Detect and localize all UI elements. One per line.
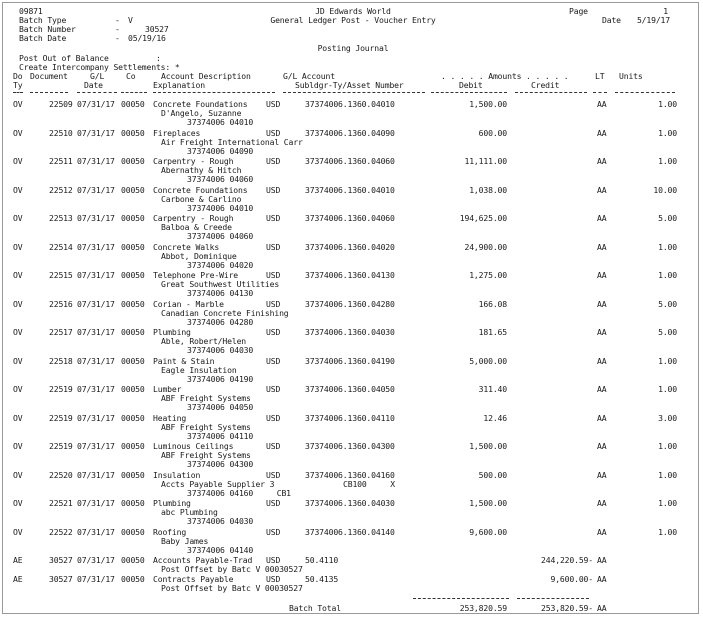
batch-total-label: Batch Total <box>289 603 341 613</box>
underline-account <box>283 92 425 93</box>
row-asset-number: 37374006 04060 <box>187 174 254 184</box>
row-document: 22511 <box>49 156 73 166</box>
row-company: 00050 <box>121 384 145 394</box>
row-gl-account: 37374006.1360.04010 <box>305 184 395 195</box>
row-asset-number: 37374006 04130 <box>187 288 254 298</box>
row-gl-date: 07/31/17 <box>77 355 115 366</box>
row-account-description: Fireplaces <box>153 127 201 138</box>
row-asset-number: 37374006 04010 <box>187 202 254 213</box>
row-currency: USD <box>266 298 281 309</box>
row-doc-type: OV <box>13 355 23 366</box>
underline-co <box>121 92 147 93</box>
row-explanation: Baby James <box>161 535 209 546</box>
row-document: 22514 <box>49 241 73 252</box>
page-label: Page <box>569 6 588 16</box>
report-date: 5/19/17 <box>636 15 670 25</box>
row-explanation: Abernathy & Hitch <box>161 165 242 175</box>
underline-date <box>77 92 117 93</box>
row-gl-date: 07/31/17 <box>77 127 115 138</box>
row-ledger-type: AA <box>597 184 607 195</box>
row-doc-type: OV <box>13 99 23 109</box>
underline-lt <box>593 92 607 93</box>
row-currency: USD <box>266 384 281 394</box>
row-doc-type: OV <box>13 270 23 280</box>
row-asset-number: 37374006 04160 CB1 <box>187 487 291 498</box>
row-company: 00050 <box>121 412 145 423</box>
row-account-description: Carpentry - Rough <box>153 156 234 166</box>
row-currency: USD <box>266 127 281 138</box>
col-do: Do <box>13 71 23 81</box>
program-id: 09871 <box>19 6 43 16</box>
row-debit: 9,600.00 <box>469 526 507 537</box>
row-gl-account: 37374006.1360.04010 <box>305 99 395 109</box>
row-company: 00050 <box>121 355 145 366</box>
row-ledger-type: AA <box>597 441 607 451</box>
row-currency: USD <box>266 441 281 451</box>
row-gl-account: 37374006.1360.04140 <box>305 526 395 537</box>
row-units: 5.00 <box>658 327 677 337</box>
report-title: General Ledger Post - Voucher Entry <box>270 15 436 25</box>
row-asset-number: 37374006 04010 <box>187 117 254 127</box>
row-gl-account: 37374006.1360.04020 <box>305 241 395 252</box>
row-asset-number: 37374006 04050 <box>187 402 254 412</box>
row-document: 22519 <box>49 384 73 394</box>
col-gl-date: Date <box>84 80 103 90</box>
row-ledger-type: AA <box>597 555 607 565</box>
row-explanation: D'Angelo, Suzanne <box>161 108 242 118</box>
row-currency: USD <box>266 469 281 480</box>
total-underline-credit <box>517 598 589 599</box>
row-company: 00050 <box>121 156 145 166</box>
row-account-description: Luminous Ceilings <box>153 441 234 451</box>
row-document: 22517 <box>49 327 73 337</box>
row-gl-date: 07/31/17 <box>77 412 115 423</box>
row-doc-type: OV <box>13 156 23 166</box>
row-explanation: Carbone & Carlino <box>161 193 242 204</box>
row-explanation: Accts Payable Supplier 3 <box>161 478 275 489</box>
row-doc-type: OV <box>13 127 23 138</box>
row-explanation: Post Offset by Batc V 00030527 <box>161 564 303 574</box>
row-gl-date: 07/31/17 <box>77 298 115 309</box>
row-gl-date: 07/31/17 <box>77 441 115 451</box>
row-gl-account: 37374006.1360.04060 <box>305 213 395 223</box>
row-account-description: Lumber <box>153 384 182 394</box>
row-gl-account: 50.4135 <box>305 573 339 584</box>
row-units: 1.00 <box>658 355 677 366</box>
row-asset-number: 37374006 04060 <box>187 231 254 241</box>
row-units: 1.00 <box>658 156 677 166</box>
row-asset-number: 37374006 04020 <box>187 259 254 270</box>
row-gl-account: 37374006.1360.04160 <box>305 469 395 480</box>
row-units: 5.00 <box>658 213 677 223</box>
row-units: 1.00 <box>658 526 677 537</box>
row-document: 22512 <box>49 184 73 195</box>
col-lt: LT <box>595 71 605 81</box>
row-company: 00050 <box>121 127 145 138</box>
row-currency: USD <box>266 355 281 366</box>
row-document: 22515 <box>49 270 73 280</box>
row-gl-account: 37374006.1360.04190 <box>305 355 395 366</box>
row-explanation: Able, Robert/Helen <box>161 336 247 346</box>
row-ledger-type: AA <box>597 156 607 166</box>
col-ty: Ty <box>13 80 23 90</box>
row-doc-type: OV <box>13 213 23 223</box>
row-company: 00050 <box>121 213 145 223</box>
col-explanation: Explanation <box>153 80 205 90</box>
row-gl-account: 37374006.1360.04050 <box>305 384 395 394</box>
row-document: 22519 <box>49 441 73 451</box>
row-account-description: Roofing <box>153 526 187 537</box>
row-explanation: ABF Freight Systems <box>161 393 251 403</box>
row-asset-number: 37374006 04280 <box>187 316 254 327</box>
row-explanation: abc Plumbing <box>161 507 218 517</box>
row-doc-type: OV <box>13 526 23 537</box>
row-explanation: Post Offset by Batc V 00030527 <box>161 582 303 593</box>
row-units: 10.00 <box>653 184 677 195</box>
row-units: 1.00 <box>658 241 677 252</box>
row-document: 30527 <box>49 573 73 584</box>
row-explanation: ABF Freight Systems <box>161 450 251 460</box>
row-doc-type: OV <box>13 327 23 337</box>
row-company: 00050 <box>121 298 145 309</box>
row-units: 1.00 <box>658 441 677 451</box>
row-doc-type: OV <box>13 498 23 508</box>
journal-subtitle: Posting Journal <box>317 43 389 53</box>
row-account-description: Corian - Marble <box>153 298 224 309</box>
batch-type-value: V <box>128 15 133 25</box>
row-gl-date: 07/31/17 <box>77 99 115 109</box>
posting-journal-report: 09871 JD Edwards World Page 1 Batch Type - V General Ledger Post - Voucher Entry Date 5/19/17 Batch Number - 30527 Batch Date - 05/19/16 Posting Journal Post Out of Balance : Create Intercompany Settlements: * Do Document G/L Co Account Description G/L Account . . . . . Amounts . . . . . LT Units Ty Date Explanation Subldgr-Ty/Asset Number Debit Credit OV 22509 07/31/17 00050 Concrete Foundations USD 37374006.1360.04010 1,500.00 AA 1.00 D'Angelo, Suzanne 37374006 04010 OV 22510 07/31/17 00050 Fireplaces USD 37374006.1360.04090 600.00 AA 1.00 Air Freight International Carr 37374006 04090 OV 22511 07/31/17 00050 Carpentry - Rough USD 37374006.1360.04060 11,111.00 AA 1.00 Abernathy & Hitch 37374006 04060 OV 22512 07/31/17 00050 Concrete Foundations USD 37374006.1360.04010 1,038.00 AA 10.00 Carbone & Carlino 37374006 04010 OV 22513 07/31/17 00050 Carpentry - Rough USD 37374006.1360.04060 194,625.00 AA 5.00 Balboa & Creede 37374006 04060 OV 22514 07/31/17 00050 Concrete Walks USD 37374006.1360.04020 24,900.00 AA 1.00 Abbot, Dominique 37374006 04020 OV 22515 07/31/17 00050 Telephone Pre-Wire USD 37374006.1360.04130 1,275.00 AA 1.00 Great Southwest Utilities 37374006 04130 OV 22516 07/31/17 00050 Corian - Marble USD 37374006.1360.04280 166.08 AA 5.00 Canadian Concrete Finishing 37374006 04280 OV 22517 07/31/17 00050 Plumbing USD 37374006.1360.04030 181.65 AA 5.00 Able, Robert/Helen 37374006 04030 OV 22518 07/31/17 00050 Paint & Stain USD 37374006.1360.04190 5,000.00 AA 1.00 Eagle Insulation 37374006 04190 OV 22519 07/31/17 00050 Lumber USD 37374006.1360.04050 311.40 AA 1.00 ABF Freight Systems 37374006 04050 OV 22519 07/31/17 00050 Heating USD 37374006.1360.04110 12.46 AA 3.00 ABF Freight Systems 37374006 04110 OV 22519 07/31/17 00050 Luminous Ceilings USD 37374006.1360.04300 1,500.00 AA 1.00 ABF Freight Systems 37374006 04300 OV 22520 07/31/17 00050 Insulation USD 37374006.1360.04160 500.00 AA 1.00 Accts Payable Supplier 3 CB100 X 37374006 04160 CB1 OV 22521 07/31/17 00050 Plumbing USD 37374006.1360.04030 1,500.00 AA 1.00 abc Plumbing 37374006 04030 OV 22522 07/31/17 00050 Roofing USD 37374006.1360.04140 9,600.00 AA 1.00 Baby James 37374006 04140 AE 30527 07/31/17 00050 Accounts Payable-Trad USD 50.4110 244,220.59- AA Post Offset by Batc V 00030527 AE 30527 07/31/17 00050 Contracts Payable USD 50.4135 9,600.00- AA Post Offset by Batc V 00030527 Batch Total 253,820.59 253,820.59- AA <box>2 2 699 614</box>
row-account-description: Accounts Payable-Trad <box>153 555 253 565</box>
row-ledger-type: AA <box>597 241 607 252</box>
row-gl-account: 37374006.1360.04300 <box>305 441 395 451</box>
row-gl-account: 37374006.1360.04030 <box>305 327 395 337</box>
row-asset-number: 37374006 04030 <box>187 345 254 355</box>
row-company: 00050 <box>121 270 145 280</box>
row-document: 22509 <box>49 99 73 109</box>
row-debit: 194,625.00 <box>459 213 507 223</box>
row-company: 00050 <box>121 498 145 508</box>
row-gl-account: 50.4110 <box>305 555 339 565</box>
row-currency: USD <box>266 498 281 508</box>
row-units: 1.00 <box>658 384 677 394</box>
row-currency: USD <box>266 156 281 166</box>
col-amounts: . . . . . Amounts . . . . . <box>441 71 569 81</box>
row-gl-account: 37374006.1360.04090 <box>305 127 395 138</box>
row-currency: USD <box>266 241 281 252</box>
batch-type-label: Batch Type <box>19 15 67 25</box>
row-gl-date: 07/31/17 <box>77 327 115 337</box>
row-gl-date: 07/31/17 <box>77 241 115 252</box>
row-currency: USD <box>266 99 281 109</box>
row-ledger-type: AA <box>597 412 607 423</box>
row-doc-type: OV <box>13 412 23 423</box>
row-company: 00050 <box>121 441 145 451</box>
row-company: 00050 <box>121 573 145 584</box>
row-ledger-type: AA <box>597 384 607 394</box>
row-company: 00050 <box>121 184 145 195</box>
row-debit: 1,500.00 <box>469 498 507 508</box>
row-account-description: Carpentry - Rough <box>153 213 234 223</box>
row-currency: USD <box>266 184 281 195</box>
col-debit: Debit <box>459 80 483 90</box>
row-gl-account: 37374006.1360.04030 <box>305 498 395 508</box>
batch-date-label: Batch Date <box>19 33 67 43</box>
col-gl: G/L <box>90 71 105 81</box>
row-company: 00050 <box>121 99 145 109</box>
row-debit: 12.46 <box>483 412 507 423</box>
post-out-of-balance: Post Out of Balance : <box>19 53 161 63</box>
col-credit: Credit <box>531 80 560 90</box>
row-units: 1.00 <box>658 270 677 280</box>
row-debit: 5,000.00 <box>469 355 507 366</box>
row-document: 22516 <box>49 298 73 309</box>
row-company: 00050 <box>121 241 145 252</box>
row-explanation: Balboa & Creede <box>161 222 232 232</box>
row-account-description: Heating <box>153 412 187 423</box>
row-debit: 1,500.00 <box>469 99 507 109</box>
row-explanation: Abbot, Dominique <box>161 250 237 261</box>
row-currency: USD <box>266 213 281 223</box>
row-account-description: Telephone Pre-Wire <box>153 270 239 280</box>
row-explanation: Canadian Concrete Finishing <box>161 307 289 318</box>
company-name: JD Edwards World <box>315 6 391 16</box>
underline-ty <box>13 92 23 93</box>
row-asset-number: 37374006 04030 <box>187 516 254 526</box>
row-account-description: Concrete Walks <box>153 241 220 252</box>
row-account-description: Plumbing <box>153 327 191 337</box>
row-document: 22519 <box>49 412 73 423</box>
row-currency: USD <box>266 526 281 537</box>
row-document: 22513 <box>49 213 73 223</box>
row-subledger: CB100 X <box>343 478 395 489</box>
row-doc-type: OV <box>13 298 23 309</box>
row-ledger-type: AA <box>597 298 607 309</box>
row-company: 00050 <box>121 526 145 537</box>
total-underline-debit <box>413 598 509 599</box>
row-company: 00050 <box>121 469 145 480</box>
row-ledger-type: AA <box>597 498 607 508</box>
row-doc-type: OV <box>13 469 23 480</box>
row-currency: USD <box>266 412 281 423</box>
row-debit: 166.08 <box>478 298 507 309</box>
row-ledger-type: AA <box>597 355 607 366</box>
row-explanation: Air Freight International Carr <box>161 136 303 147</box>
underline-units <box>615 92 675 93</box>
row-gl-date: 07/31/17 <box>77 156 115 166</box>
row-gl-account: 37374006.1360.04110 <box>305 412 395 423</box>
row-account-description: Plumbing <box>153 498 191 508</box>
row-ledger-type: AA <box>597 573 607 584</box>
row-currency: USD <box>266 327 281 337</box>
row-document: 22520 <box>49 469 73 480</box>
row-gl-date: 07/31/17 <box>77 526 115 537</box>
row-account-description: Insulation <box>153 469 201 480</box>
row-ledger-type: AA <box>597 469 607 480</box>
batch-date-value: 05/19/16 <box>128 33 166 43</box>
row-currency: USD <box>266 555 281 565</box>
batch-number-value: 30527 <box>145 24 169 34</box>
row-currency: USD <box>266 270 281 280</box>
row-credit: 9,600.00- <box>550 573 593 584</box>
underline-description <box>153 92 275 93</box>
underline-document <box>30 92 68 93</box>
row-company: 00050 <box>121 327 145 337</box>
row-company: 00050 <box>121 555 145 565</box>
row-gl-account: 37374006.1360.04130 <box>305 270 395 280</box>
row-ledger-type: AA <box>597 213 607 223</box>
page-number: 1 <box>663 6 668 16</box>
batch-total-credit: 253,820.59- <box>541 603 593 613</box>
row-document: 22518 <box>49 355 73 366</box>
row-gl-date: 07/31/17 <box>77 498 115 508</box>
row-gl-account: 37374006.1360.04060 <box>305 156 395 166</box>
row-units: 5.00 <box>658 298 677 309</box>
row-document: 30527 <box>49 555 73 565</box>
row-doc-type: OV <box>13 441 23 451</box>
row-gl-date: 07/31/17 <box>77 469 115 480</box>
row-account-description: Paint & Stain <box>153 355 215 366</box>
col-gl-account: G/L Account <box>283 71 335 81</box>
row-ledger-type: AA <box>597 327 607 337</box>
col-co: Co <box>126 71 136 81</box>
row-currency: USD <box>266 573 281 584</box>
row-units: 1.00 <box>658 498 677 508</box>
row-ledger-type: AA <box>597 127 607 138</box>
row-ledger-type: AA <box>597 270 607 280</box>
row-gl-date: 07/31/17 <box>77 555 115 565</box>
row-gl-date: 07/31/17 <box>77 384 115 394</box>
row-document: 22522 <box>49 526 73 537</box>
row-debit: 500.00 <box>478 469 507 480</box>
row-document: 22521 <box>49 498 73 508</box>
row-units: 1.00 <box>658 99 677 109</box>
row-units: 1.00 <box>658 469 677 480</box>
row-explanation: ABF Freight Systems <box>161 421 251 432</box>
row-debit: 1,275.00 <box>469 270 507 280</box>
row-doc-type: AE <box>13 555 23 565</box>
row-debit: 11,111.00 <box>464 156 507 166</box>
row-account-description: Contracts Payable <box>153 573 234 584</box>
row-account-description: Concrete Foundations <box>153 184 248 195</box>
row-gl-date: 07/31/17 <box>77 184 115 195</box>
row-explanation: Eagle Insulation <box>161 364 237 375</box>
row-debit: 1,038.00 <box>469 184 507 195</box>
batch-total-debit: 253,820.59 <box>459 603 507 613</box>
row-asset-number: 37374006 04140 <box>187 544 254 555</box>
row-document: 22510 <box>49 127 73 138</box>
col-units: Units <box>619 71 643 81</box>
row-doc-type: OV <box>13 241 23 252</box>
row-explanation: Great Southwest Utilities <box>161 279 280 289</box>
batch-total-lt: AA <box>597 603 607 613</box>
row-units: 1.00 <box>658 127 677 138</box>
intercompany-settlements: Create Intercompany Settlements: * <box>19 62 180 72</box>
underline-credit <box>515 92 587 93</box>
row-asset-number: 37374006 04300 <box>187 459 254 469</box>
row-asset-number: 37374006 04190 <box>187 373 254 384</box>
row-gl-account: 37374006.1360.04280 <box>305 298 395 309</box>
row-doc-type: AE <box>13 573 23 584</box>
row-debit: 24,900.00 <box>464 241 507 252</box>
row-debit: 1,500.00 <box>469 441 507 451</box>
row-doc-type: OV <box>13 184 23 195</box>
col-subledger: Subldgr-Ty/Asset Number <box>295 80 404 90</box>
col-account-description: Account Description <box>161 71 251 81</box>
row-debit: 311.40 <box>478 384 507 394</box>
row-gl-date: 07/31/17 <box>77 573 115 584</box>
underline-debit <box>431 92 507 93</box>
date-label: Date <box>602 15 621 25</box>
row-asset-number: 37374006 04110 <box>187 430 254 441</box>
batch-number-label: Batch Number <box>19 24 76 34</box>
row-gl-date: 07/31/17 <box>77 270 115 280</box>
col-document: Document <box>30 71 68 81</box>
row-ledger-type: AA <box>597 526 607 537</box>
row-units: 3.00 <box>658 412 677 423</box>
row-account-description: Concrete Foundations <box>153 99 248 109</box>
row-debit: 181.65 <box>478 327 507 337</box>
row-gl-date: 07/31/17 <box>77 213 115 223</box>
row-ledger-type: AA <box>597 99 607 109</box>
row-debit: 600.00 <box>478 127 507 138</box>
row-credit: 244,220.59- <box>541 555 593 565</box>
row-doc-type: OV <box>13 384 23 394</box>
row-asset-number: 37374006 04090 <box>187 145 254 156</box>
